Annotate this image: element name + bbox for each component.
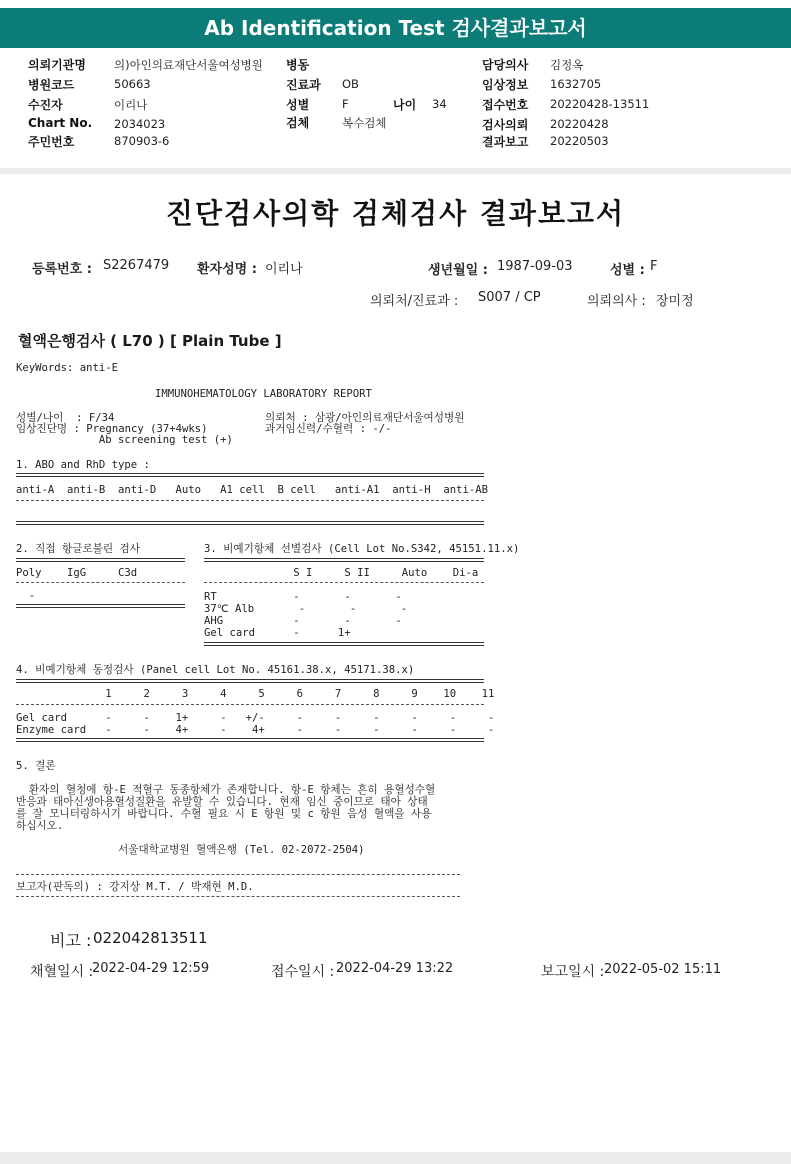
doctor-label: 담당의사: [482, 58, 529, 72]
chart-label: Chart No.: [28, 116, 93, 130]
doctor-value: 김정옥: [550, 58, 584, 72]
hospital-code-value: 50663: [114, 77, 151, 91]
divider: [16, 679, 484, 683]
divider: [16, 604, 185, 608]
panel-header: 1 2 3 4 5 6 7 8 9 10 11: [16, 688, 495, 700]
dob-value: 1987-09-03: [497, 259, 573, 274]
reg-label: 등록번호 :: [32, 262, 92, 277]
hospital-code-label: 병원코드: [28, 78, 75, 92]
name-label: 환자성명 :: [197, 262, 257, 277]
specimen-label: 검체: [286, 116, 310, 130]
document-title: Ab Identification Test 검사결과보고서: [0, 8, 791, 48]
age-label: 나이: [393, 98, 417, 112]
specimen-value: 복수검체: [342, 116, 387, 130]
institution-value: 의)아인의료재단서울여성병원: [114, 58, 263, 72]
divider: [16, 874, 460, 875]
keywords: KeyWords: anti-E: [16, 362, 119, 374]
panel-row: Enzyme card - - 4+ - 4+ - - - - - -: [16, 724, 495, 736]
history-line: 과거임신력/수혈력 : -/-: [265, 423, 392, 435]
sex-label: 성별 :: [610, 263, 645, 278]
screening-header: S I S II Auto Di-a: [204, 567, 479, 579]
conclusion-line: 를 잘 모니터링하시기 바랍니다. 수혈 필요 시 E 항원 및 c 항원 음성 혈액을 사용: [16, 808, 432, 820]
clinical-value: 1632705: [550, 77, 602, 91]
panel-row: Gel card - - 1+ - +/- - - - - - -: [16, 712, 495, 724]
screening-row: Gel card - 1+: [204, 627, 351, 639]
dat-value: -: [16, 590, 36, 602]
chart-value: 2034023: [114, 117, 166, 131]
rrn-value: 870903-6: [114, 134, 170, 148]
examinee-value: 이리나: [114, 98, 148, 112]
section-title: 혈액은행검사 ( L70 ) [ Plain Tube ]: [18, 332, 282, 350]
divider: [16, 896, 460, 897]
examinee-label: 수진자: [28, 98, 63, 112]
divider: [16, 582, 185, 583]
report-time-value: 2022-05-02 15:11: [604, 962, 722, 977]
conclusion-title: 5. 결론: [16, 760, 56, 772]
divider: [16, 500, 484, 501]
abo-title: 1. ABO and RhD type :: [16, 459, 150, 471]
sex-age-line: 성별/나이 : F/34: [16, 412, 115, 424]
collect-label: 채혈일시 :: [30, 964, 94, 980]
screening-row: 37℃ Alb - - -: [204, 603, 408, 615]
diagnosis-line-2: Ab screening test (+): [16, 434, 233, 446]
requesting-doctor-label: 의뢰의사 :: [587, 294, 646, 309]
rrn-label: 주민번호: [28, 135, 75, 149]
divider: [16, 473, 484, 477]
report-title: 진단검사의학 검체검사 결과보고서: [165, 197, 626, 230]
reporter-line: 보고자(판독의) : 강지상 M.T. / 박재현 M.D.: [16, 881, 254, 893]
requesting-doctor-value: 장미정: [656, 294, 694, 309]
dept-value: S007 / CP: [478, 290, 541, 305]
abo-header: anti-A anti-B anti-D Auto A1 cell B cell anti-A1 anti-H anti-AB: [16, 484, 488, 496]
request-label: 검사의뢰: [482, 118, 529, 132]
report-sheet: [0, 174, 791, 1152]
reg-value: S2267479: [103, 258, 170, 273]
receipt-value: 20220428-13511: [550, 97, 650, 111]
dept-label: 의뢰처/진료과 :: [370, 294, 459, 309]
divider: [204, 558, 484, 562]
request-value: 20220428: [550, 117, 609, 131]
blood-bank-line: 서울대학교병원 혈액은행 (Tel. 02-2072-2504): [118, 844, 365, 856]
note-label: 비고 :: [50, 931, 92, 950]
note-value: 022042813511: [93, 929, 208, 947]
collect-value: 2022-04-29 12:59: [92, 961, 210, 976]
dob-label: 생년월일 :: [428, 263, 488, 278]
report-time-label: 보고일시 :: [541, 964, 605, 980]
sex-value: F: [650, 259, 658, 274]
panel-title: 4. 비예기항체 동정검사 (Panel cell Lot No. 45161.38.x, 45171.38.x): [16, 664, 415, 676]
dept-label: 진료과: [286, 78, 321, 92]
divider: [204, 582, 484, 583]
client-line: 의뢰처 : 삼광/아인의료재단서울여성병원: [265, 412, 465, 424]
divider: [204, 642, 484, 646]
institution-label: 의뢰기관명: [28, 58, 86, 72]
receive-value: 2022-04-29 13:22: [336, 961, 454, 976]
report-date-label: 결과보고: [482, 135, 529, 149]
screening-title: 3. 비예기항체 선별검사 (Cell Lot No.S342, 45151.11.x): [204, 543, 520, 555]
age-value: 34: [432, 97, 447, 111]
sex-label: 성별: [286, 98, 310, 112]
diagnosis-line-1: 임상진단명 : Pregnancy (37+4wks): [16, 423, 208, 435]
report-date-value: 20220503: [550, 134, 609, 148]
divider: [16, 704, 484, 705]
dat-header: Poly IgG C3d: [16, 567, 138, 579]
divider: [16, 521, 484, 525]
divider: [16, 738, 484, 742]
receive-label: 접수일시 :: [271, 964, 335, 980]
sex-value: F: [342, 97, 349, 111]
receipt-label: 접수번호: [482, 98, 529, 112]
divider: [16, 558, 185, 562]
conclusion-line: 반응과 태아신생아용혈성질환을 유발할 수 있습니다. 현재 임신 중이므로 태아 상태: [16, 796, 428, 808]
dept-value: OB: [342, 77, 359, 91]
screening-row: AHG - - -: [204, 615, 402, 627]
dat-title: 2. 직접 항글로불린 검사: [16, 543, 140, 555]
conclusion-line: 하십시오.: [16, 820, 64, 832]
ward-label: 병동: [286, 58, 310, 72]
conclusion-line: 환자의 혈청에 항-E 적혈구 동종항체가 존재합니다. 항-E 항체는 흔히 용혈성수혈: [16, 784, 436, 796]
lab-report-title: IMMUNOHEMATOLOGY LABORATORY REPORT: [155, 388, 372, 400]
clinical-label: 임상정보: [482, 78, 529, 92]
name-value: 이리나: [265, 262, 303, 277]
screening-row: RT - - -: [204, 591, 402, 603]
header-panel: [0, 0, 791, 168]
